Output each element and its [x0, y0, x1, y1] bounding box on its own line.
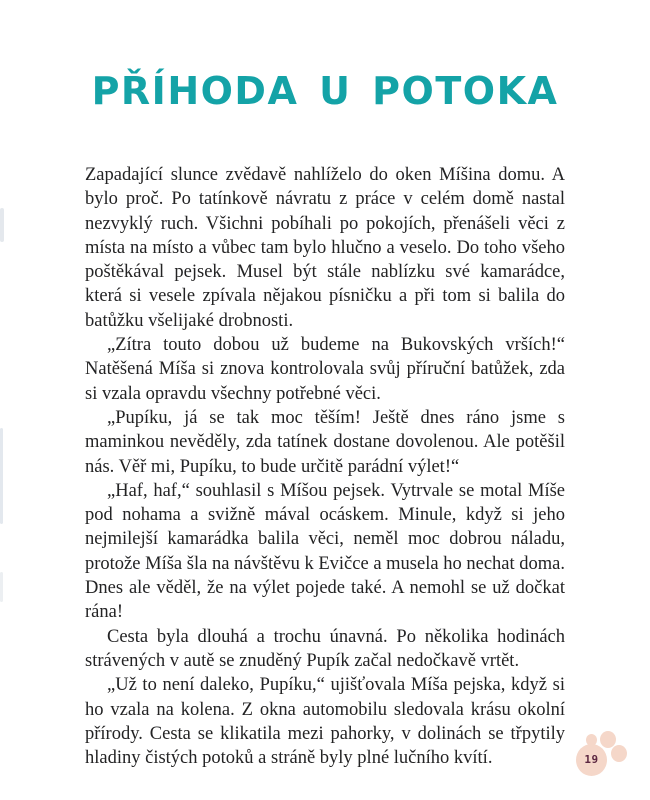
- story-paragraph: Zapadající slunce zvědavě nahlíželo do oken Míšina domu. A bylo proč. Po tatínkově návratu z práce v celém domě nastal nezvyklý ruch. Všichni pobíhali po pokojích, přenášeli věci z místa na místo a vůbec tam bylo hlučno a veselo. Do toho všeho poštěkával pejsek. Musel být stále nablízku své kamarádce, která si vesele zpívala nějakou písničku a při tom si balila do batůžku všelijaké drobnosti.: [85, 165, 565, 331]
- paw-pad: [576, 744, 607, 776]
- story-paragraph: „Haf, haf,“ souhlasil s Míšou pejsek. Vytrvale se motal Míše pod nohama a svižně mával ocáskem. Minule, když si jeho nejmilejší kamarádka balila věci, neměl moc dobrou náladu, protože Míša šla na návštěvu k Evičce a musela ho nechat doma. Dnes ale věděl, že na výlet pojede také. A nemohl se už dočkat rána!: [85, 480, 565, 623]
- story-paragraph: Cesta byla dlouhá a trochu únavná. Po několika hodinách strávených v autě se znuděný Pupík začal nedočkavě vrtět.: [85, 626, 565, 671]
- story-text-block: [85, 163, 565, 770]
- story-paragraph: „Pupíku, já se tak moc těším! Ještě dnes ráno jsme s maminkou nevěděly, zda tatínek dostane dovolenou. Ale potěšil nás. Věř mi, Pupíku, to bude určitě parádní výlet!“: [85, 407, 565, 477]
- chapter-title: PŘÍHODA U POTOKA: [91, 69, 559, 113]
- scan-edge-artifact: [0, 428, 3, 524]
- story-paragraph: „Zítra touto dobou už budeme na Bukovských vrších!“ Natěšená Míša si znova kontrolovala svůj příruční batůžek, zda si vzala opravdu všechny potřebné věci.: [85, 335, 565, 404]
- paw-print-icon: [576, 731, 629, 778]
- paw-toe: [611, 745, 627, 762]
- scan-edge-artifact: [0, 208, 4, 242]
- story-paragraph: „Už to není daleko, Pupíku,“ ujišťovala Míša pejska, když si ho vzala na kolena. Z okna automobilu sledovala krásu okolní přírody. Cesta se klikatila mezi pahorky, v dolinách se třpytily hladiny čistých potoků a stráně byly plné lučního kvítí.: [85, 675, 565, 769]
- page-number: 19: [584, 752, 599, 766]
- scan-edge-artifact: [0, 572, 3, 602]
